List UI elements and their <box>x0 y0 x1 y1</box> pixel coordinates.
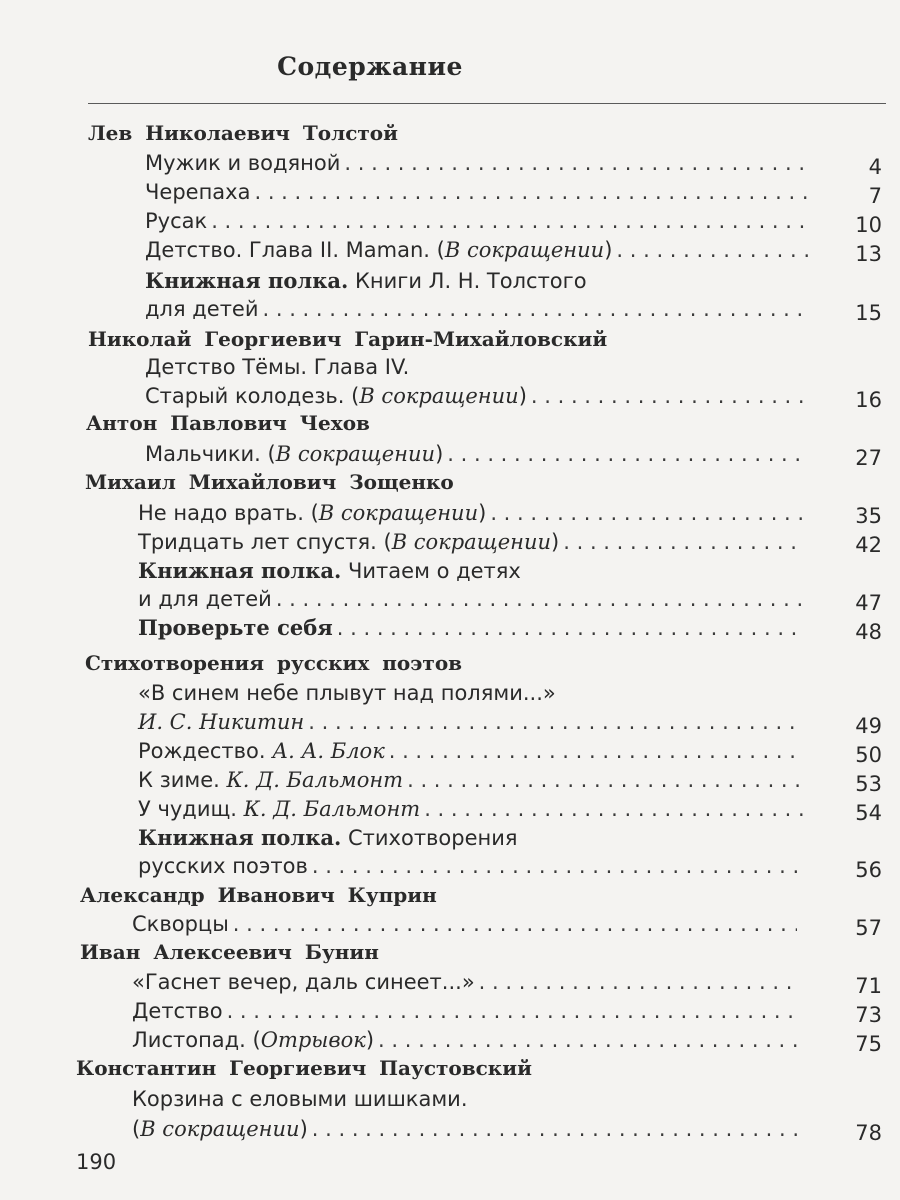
author-heading: Лев Николаевич Толстой <box>88 121 398 145</box>
author-heading: Антон Павлович Чехов <box>86 411 370 435</box>
toc-entry-bookshelf[interactable]: Книжная полка. Читаем о детях <box>138 558 521 583</box>
author-heading: Стихотворения русских поэтов <box>85 651 463 675</box>
page-ref: 73 <box>855 1003 882 1027</box>
toc-entry[interactable]: Детство . . . <box>132 996 797 1026</box>
toc-entry[interactable]: Мальчики. (В сокращении) . . . <box>145 439 810 469</box>
page-ref: 16 <box>855 388 882 412</box>
page-ref: 54 <box>855 801 882 825</box>
toc-entry-review[interactable]: Проверьте себя . . . <box>138 613 803 643</box>
toc-entry-continued[interactable]: и для детей . . . <box>138 584 803 614</box>
toc-entry-continued[interactable]: И. С. Никитин . . . <box>138 707 803 737</box>
page-ref: 7 <box>868 184 882 208</box>
toc-entry[interactable]: Скворцы . . . <box>132 909 797 939</box>
toc-entry-continued[interactable]: (В сокращении) . . . <box>132 1114 797 1144</box>
author-heading: Константин Георгиевич Паустовский <box>76 1056 532 1080</box>
toc-entry[interactable]: Не надо врать. (В сокращении) . . . <box>138 498 803 528</box>
toc-entry-continued[interactable]: русских поэтов . . . <box>138 851 803 881</box>
page-ref: 75 <box>855 1032 882 1056</box>
toc-entry[interactable]: У чудищ. К. Д. Бальмонт . . . <box>138 794 803 824</box>
toc-entry-bookshelf[interactable]: Книжная полка. Книги Л. Н. Толстого <box>145 268 587 293</box>
author-heading: Николай Георгиевич Гарин-Михайловский <box>88 327 608 351</box>
page-ref: 49 <box>855 714 882 738</box>
page-title: Содержание <box>277 52 463 81</box>
page-ref: 42 <box>855 533 882 557</box>
author-heading: Иван Алексеевич Бунин <box>80 940 379 964</box>
page-ref: 48 <box>855 620 882 644</box>
author-heading: Михаил Михайлович Зощенко <box>85 470 454 494</box>
page-ref: 71 <box>855 974 882 998</box>
toc-entry[interactable]: Рождество. А. А. Блок . . . <box>138 736 803 766</box>
toc-entry-bookshelf[interactable]: Книжная полка. Стихотворения <box>138 825 518 850</box>
page-ref: 50 <box>855 743 882 767</box>
page-ref: 47 <box>855 591 882 615</box>
toc-entry[interactable]: Корзина с еловыми шишками. <box>132 1087 468 1111</box>
toc-entry[interactable]: Черепаха . . . <box>145 177 810 207</box>
toc-entry[interactable]: Детство. Глава II. Maman. (В сокращении) . . . <box>145 235 810 265</box>
toc-entry[interactable]: Детство Тёмы. Глава IV. <box>145 355 410 379</box>
toc-entry[interactable]: «В синем небе плывут над полями...» <box>138 681 556 705</box>
page-ref: 56 <box>855 858 882 882</box>
page-ref: 15 <box>855 301 882 325</box>
toc-entry[interactable]: Русак . . . <box>145 206 810 236</box>
toc-entry[interactable]: Листопад. (Отрывок) . . . <box>132 1025 797 1055</box>
toc-entry[interactable]: Тридцать лет спустя. (В сокращении) . . . <box>138 527 803 557</box>
page-ref: 57 <box>855 916 882 940</box>
toc-entry[interactable]: «Гаснет вечер, даль синеет...» . . . <box>132 967 797 997</box>
author-heading: Александр Иванович Куприн <box>80 883 437 907</box>
page-ref: 27 <box>855 446 882 470</box>
page-ref: 10 <box>855 213 882 237</box>
toc-entry[interactable]: Мужик и водяной . . . <box>145 148 810 178</box>
page-ref: 35 <box>855 504 882 528</box>
page-ref: 13 <box>855 242 882 266</box>
page-ref: 78 <box>855 1121 882 1145</box>
toc-entry[interactable]: К зиме. К. Д. Бальмонт . . . <box>138 765 803 795</box>
page-ref: 53 <box>855 772 882 796</box>
toc-entry-continued[interactable]: Старый колодезь. (В сокращении) . . . <box>145 381 810 411</box>
title-divider <box>88 103 886 104</box>
page-number: 190 <box>76 1150 117 1174</box>
page-ref: 4 <box>868 155 882 179</box>
toc-entry-continued[interactable]: для детей . . . <box>145 294 810 324</box>
